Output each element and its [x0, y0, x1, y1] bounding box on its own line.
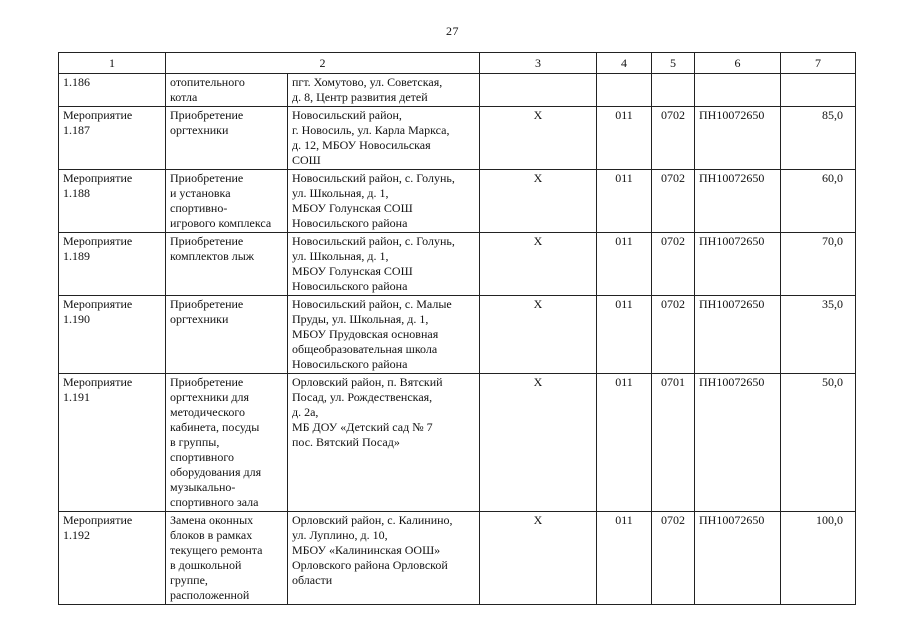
col7-cell: 100,0	[781, 512, 856, 605]
item-cell: Приобретение оргтехники	[166, 296, 288, 374]
header-col-2: 2	[166, 53, 480, 74]
col7-cell: 35,0	[781, 296, 856, 374]
header-col-1: 1	[59, 53, 166, 74]
item-cell: Замена оконных блоков в рамках текущего ремонта в дошкольной группе, расположенной	[166, 512, 288, 605]
location-cell: Новосильский район, с. Голунь, ул. Школьная, д. 1, МБОУ Голунская СОШ Новосильского района	[288, 233, 480, 296]
table-row	[59, 170, 856, 233]
header-col-3: 3	[480, 53, 597, 74]
item-cell: Приобретение оргтехники	[166, 107, 288, 170]
table-row	[59, 107, 856, 170]
header-col-4: 4	[597, 53, 652, 74]
col4-cell	[597, 74, 652, 107]
table-row	[59, 374, 856, 512]
col5-cell	[652, 74, 695, 107]
col3-cell: X	[480, 374, 597, 512]
col5-cell: 0702	[652, 233, 695, 296]
header-col-5: 5	[652, 53, 695, 74]
col3-cell	[480, 74, 597, 107]
col5-cell: 0702	[652, 170, 695, 233]
col6-cell: ПН10072650	[695, 170, 781, 233]
col6-cell: ПН10072650	[695, 107, 781, 170]
col5-cell: 0702	[652, 296, 695, 374]
event-cell: Мероприятие 1.191	[59, 374, 166, 512]
col4-cell: 011	[597, 107, 652, 170]
col7-cell: 60,0	[781, 170, 856, 233]
col3-cell: X	[480, 233, 597, 296]
col4-cell: 011	[597, 170, 652, 233]
budget-table	[58, 52, 856, 605]
col7-cell: 70,0	[781, 233, 856, 296]
col4-cell: 011	[597, 374, 652, 512]
event-cell: 1.186	[59, 74, 166, 107]
event-cell: Мероприятие 1.189	[59, 233, 166, 296]
table-row	[59, 296, 856, 374]
col7-cell: 85,0	[781, 107, 856, 170]
col4-cell: 011	[597, 296, 652, 374]
item-cell: Приобретение комплектов лыж	[166, 233, 288, 296]
event-cell: Мероприятие 1.192	[59, 512, 166, 605]
item-cell: отопительного котла	[166, 74, 288, 107]
location-cell: Орловский район, п. Вятский Посад, ул. Рождественская, д. 2а, МБ ДОУ «Детский сад № 7 пос. Вятский Посад»	[288, 374, 480, 512]
col4-cell: 011	[597, 233, 652, 296]
col4-cell: 011	[597, 512, 652, 605]
col6-cell: ПН10072650	[695, 233, 781, 296]
col3-cell: X	[480, 512, 597, 605]
header-col-6: 6	[695, 53, 781, 74]
header-col-7: 7	[781, 53, 856, 74]
item-cell: Приобретение оргтехники для методического кабинета, посуды в группы, спортивного оборудования для музыкально- спортивного зала	[166, 374, 288, 512]
item-cell: Приобретение и установка спортивно- игрового комплекса	[166, 170, 288, 233]
col7-cell: 50,0	[781, 374, 856, 512]
col3-cell: X	[480, 296, 597, 374]
location-cell: Новосильский район, с. Малые Пруды, ул. Школьная, д. 1, МБОУ Прудовская основная общеобразовательная школа Новосильского района	[288, 296, 480, 374]
col3-cell: X	[480, 170, 597, 233]
location-cell: Новосильский район, с. Голунь, ул. Школьная, д. 1, МБОУ Голунская СОШ Новосильского района	[288, 170, 480, 233]
location-cell: пгт. Хомутово, ул. Советская, д. 8, Центр развития детей	[288, 74, 480, 107]
location-cell: Орловский район, с. Калинино, ул. Луплино, д. 10, МБОУ «Калининская ООШ» Орловского района Орловской области	[288, 512, 480, 605]
event-cell: Мероприятие 1.187	[59, 107, 166, 170]
header-row	[59, 53, 856, 74]
col5-cell: 0702	[652, 512, 695, 605]
col6-cell: ПН10072650	[695, 296, 781, 374]
col6-cell	[695, 74, 781, 107]
table-row	[59, 74, 856, 107]
col7-cell	[781, 74, 856, 107]
table-row	[59, 512, 856, 605]
event-cell: Мероприятие 1.188	[59, 170, 166, 233]
event-cell: Мероприятие 1.190	[59, 296, 166, 374]
col6-cell: ПН10072650	[695, 374, 781, 512]
col5-cell: 0701	[652, 374, 695, 512]
location-cell: Новосильский район, г. Новосиль, ул. Карла Маркса, д. 12, МБОУ Новосильская СОШ	[288, 107, 480, 170]
col6-cell: ПН10072650	[695, 512, 781, 605]
col3-cell: X	[480, 107, 597, 170]
page-number: 27	[446, 24, 459, 38]
table-row	[59, 233, 856, 296]
col5-cell: 0702	[652, 107, 695, 170]
